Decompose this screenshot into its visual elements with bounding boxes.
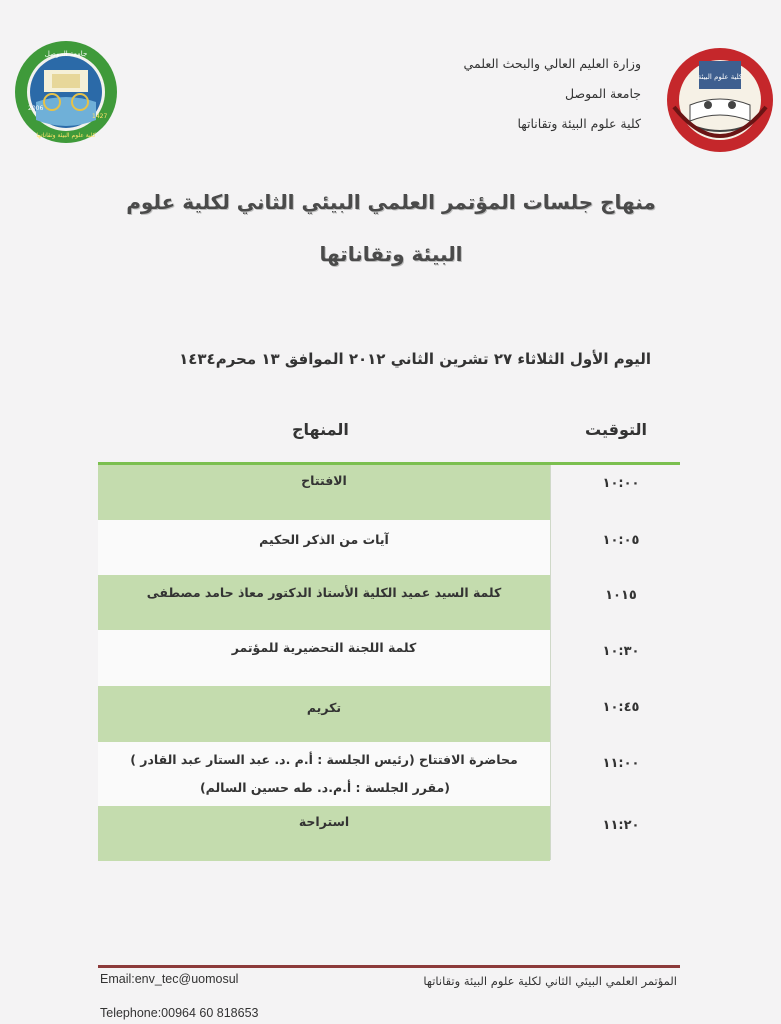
- university-name: جامعة الموصل: [565, 86, 641, 101]
- schedule-time: ١٠:٠٥: [602, 533, 640, 548]
- left-logo-year-left: 2006: [28, 105, 44, 112]
- document-title-line2: البيئة وتقاناتها: [319, 242, 463, 266]
- day-date-line: اليوم الأول الثلاثاء ٢٧ تشرين الثاني ٢٠١٢ الموافق ١٣ محرم١٤٣٤: [179, 350, 651, 368]
- schedule-row: [98, 520, 550, 575]
- program-column-heading: المنهاج: [292, 420, 349, 439]
- table-divider: [550, 465, 551, 860]
- university-logo: [666, 47, 774, 153]
- schedule-activity: استراحة: [298, 814, 350, 829]
- document-title-line1: منهاج جلسات المؤتمر العلمي البيئي الثاني لكلية علوم: [126, 190, 656, 214]
- schedule-time: ١٠١٥: [605, 588, 637, 603]
- schedule-row: [98, 575, 550, 630]
- right-logo-banner-text: كلية علوم البيئة: [697, 73, 743, 81]
- footer-rule: [98, 965, 680, 968]
- schedule-time: ١١:٠٠: [602, 756, 640, 771]
- schedule-row: [98, 806, 550, 861]
- schedule-activity-secondary: (مقرر الجلسة : أ.م.د. طه حسين السالم): [199, 780, 450, 795]
- schedule-activity: كلمة السيد عميد الكلية الأستاذ الدكتور معاذ حامد مصطفى: [146, 585, 502, 600]
- time-column-heading: التوقيت: [585, 420, 647, 439]
- schedule-activity: تكريم: [306, 700, 342, 715]
- schedule-time: ١٠:٠٠: [602, 476, 640, 491]
- schedule-row: [98, 465, 550, 520]
- schedule-row: [98, 742, 550, 806]
- college-logo: [14, 40, 118, 144]
- schedule-time: ١١:٢٠: [602, 818, 640, 833]
- left-logo-year-right: 1427: [92, 113, 108, 120]
- schedule-activity: آيات من الذكر الحكيم: [259, 532, 389, 547]
- college-name: كلية علوم البيئة وتقاناتها: [517, 116, 641, 131]
- schedule-activity: كلمة اللجنة التحضيرية للمؤتمر: [231, 640, 417, 655]
- footer-telephone: Telephone:00964 60 818653: [100, 1006, 259, 1020]
- footer-conference-name: المؤتمر العلمي البيئي الثاني لكلية علوم البيئة وتقاناتها: [423, 974, 677, 988]
- schedule-activity: الافتتاح: [301, 473, 347, 488]
- schedule-row: [98, 686, 550, 742]
- left-logo-top-text: جامعة الموصل: [44, 50, 88, 58]
- schedule-time: ١٠:٣٠: [602, 644, 640, 659]
- footer-email: Email:env_tec@uomosul: [100, 972, 239, 986]
- left-logo-bottom-text: كلية علوم البيئة وتقاناتها: [36, 132, 96, 139]
- schedule-time: ١٠:٤٥: [602, 700, 640, 715]
- schedule-row: [98, 630, 550, 686]
- ministry-name: وزارة العليم العالي والبحث العلمي: [463, 56, 641, 71]
- schedule-activity: محاضرة الافتتاح (رئيس الجلسة : أ.م .د. عبد الستار عبد القادر ): [130, 752, 518, 767]
